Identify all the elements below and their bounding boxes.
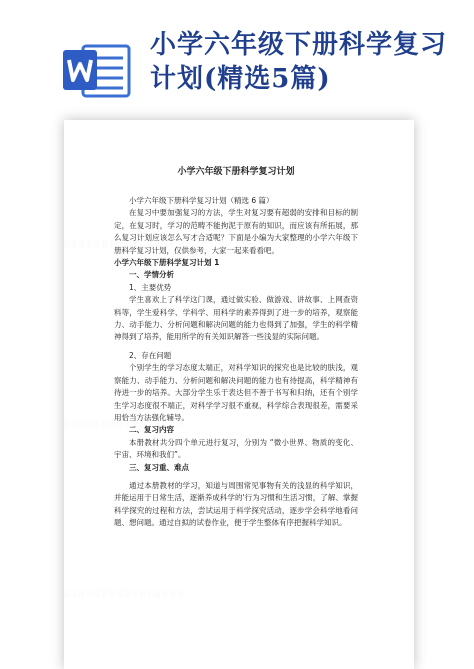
document-body [114,164,358,530]
paragraph: 个别学生的学习态度太端正，对科学知识的探究也是比较的肤浅，观察能力、动手能力、分析问题和解决问题的能力也有待提高，科学精神有待进一步的培养。大部分学生乐于表达但不善于书写和归纳，还有个别学生学习态度很不端正，对科学学习很不重视，科学综合表现很差，需要采用恰当方法强化辅导。 [114,363,358,422]
paragraph: 通过本册教材的学习，知道与周围常见事物有关的浅显的科学知识，并能运用于日常生活，逐渐养成科学的'行为习惯和生活习惯，了解、掌握科学探究的过程和方法，尝试运用于科学探究活动，逐步学会科学地看问题、想问题。通过自拟的试卷作业，便于学生整体有序把握科学知识。 [114,480,358,528]
subsection-heading: 2、存在问题 [129,350,172,360]
section-heading: 二、复习内容 [129,425,174,435]
page-title: 小学六年级下册科学复习计划(精选5篇) [150,30,448,94]
section-heading: 三、复习重、难点 [129,462,189,472]
section-heading: 一、学情分析 [129,270,174,280]
page-header [0,0,474,118]
watermark: ░ ░ ░ ░ ░ ░ ░ ░ ░ ░ ░ ░ ░ ░ ░ ░ [64,240,184,248]
watermark: ░ ░ ░ ░ ░ ░ ░ ░ ░ ░ ░ ░ ░ ░ ░ ░ [64,420,184,428]
word-doc-icon [61,40,131,100]
document-subtitle: 小学六年级下册科学复习计划（精选 6 篇） [129,196,274,205]
document-title: 小学六年级下册科学复习计划 [177,167,295,177]
document-preview [64,120,414,669]
paragraph: 学生喜欢上了科学这门课，通过做实验、做游戏、讲故事、上网查资料等，学生爱科学、学科学、用科学的素养得到了进一步的培养，观察能力、动手能力、分析问题和解决问题的能力也得到了加强，学生的科学精神得到了培养，能用所学的有关知识解答一些浅显的实际问题。 [114,295,358,342]
plan-heading: 小学六年级下册科学复习计划 1 [114,258,220,268]
paragraph: 本册教材共分四个单元进行复习，分别为 “微小世界、物质的变化、宇宙、环境和我们”。 [114,437,358,460]
intro-paragraph: 在复习中要加强复习的方法，学生对复习要有超弱的安排和目标的制定，在复习时，学习的范畴不能拘泥于原有的知识，而应该有所拓展，那么复习计划应该怎么写才合适呢？下面是小编为大家整理的小学六年级下册科学复习计划，仅供参考，大家一起来看看吧。 [114,208,358,255]
subsection-heading: 1、主要优势 [129,282,172,292]
watermark: ░ ░ ░ ░ ░ ░ ░ ░ ░ ░ ░ ░ ░ ░ ░ ░ [64,590,184,598]
